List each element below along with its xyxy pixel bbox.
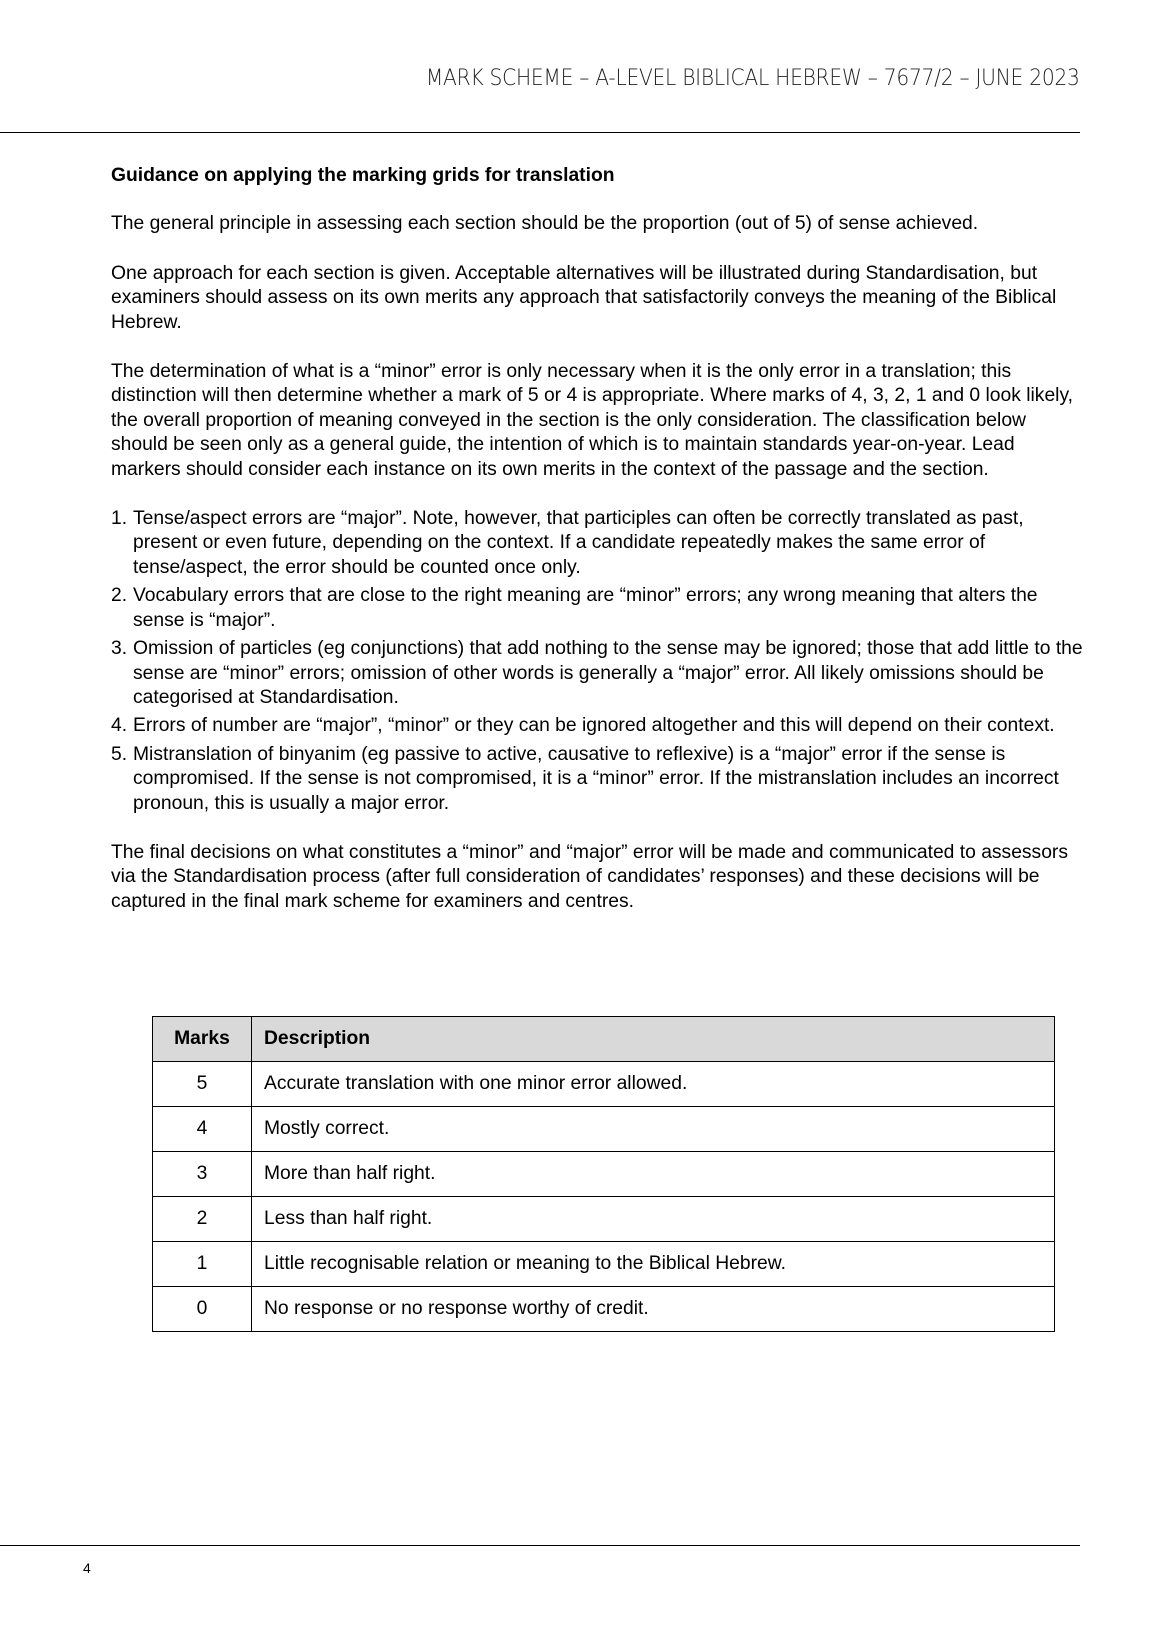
page-number: 4	[83, 1560, 91, 1576]
list-number: 2.	[111, 585, 128, 607]
table-row	[153, 1152, 1055, 1197]
header-rule	[0, 132, 1080, 133]
description-cell: Mostly correct.	[252, 1107, 1055, 1152]
list-item	[111, 743, 1086, 816]
table-row	[153, 1062, 1055, 1107]
table-row	[153, 1197, 1055, 1242]
mark-cell: 0	[153, 1287, 252, 1332]
marks-table	[152, 1016, 1055, 1332]
document-header: MARK SCHEME – A-LEVEL BIBLICAL HEBREW – 7677/2 – JUNE 2023	[426, 66, 1080, 91]
list-text: Errors of number are “major”, “minor” or they can be ignored altogether and this will depend on their context.	[133, 715, 1055, 737]
list-text: Mistranslation of binyanim (eg passive to active, causative to reflexive) is a “major” error if the sense is compromised. If the sense is not compromised, it is a “minor” error. If the mistranslation includes an incorrect pronoun, this is usually a major error.	[133, 743, 1059, 814]
main-content	[111, 164, 1086, 939]
list-number: 4.	[111, 715, 128, 737]
footer-rule	[0, 1545, 1080, 1546]
description-cell: No response or no response worthy of credit.	[252, 1287, 1055, 1332]
table-header-row	[153, 1017, 1055, 1062]
mark-cell: 4	[153, 1107, 252, 1152]
list-text: Omission of particles (eg conjunctions) that add nothing to the sense may be ignored; those that add little to the sense are “minor” errors; omission of other words is generally a “major” error. All likely omissions should be categorised at Standardisation.	[133, 638, 1083, 708]
table-row	[153, 1107, 1055, 1152]
list-item	[111, 507, 1086, 580]
paragraph: The general principle in assessing each section should be the proportion (out of 5) of sense achieved.	[111, 213, 979, 235]
mark-cell: 5	[153, 1062, 252, 1107]
description-cell: Accurate translation with one minor error allowed.	[252, 1062, 1055, 1107]
paragraph: The determination of what is a “minor” error is only necessary when it is the only error in a translation; this distinction will then determine whether a mark of 5 or 4 is appropriate. Where marks of 4, 3, 2, 1 and 0 look likely, the overall proportion of meaning conveyed in the section is the only consideration. The classification below should be seen only as a general guide, the intention of which is to maintain standards year-on-year. Lead markers should consider each instance on its own merits in the context of the passage and the section.	[111, 361, 1074, 480]
table-row	[153, 1287, 1055, 1332]
description-cell: Less than half right.	[252, 1197, 1055, 1242]
table-row	[153, 1242, 1055, 1287]
column-header-description: Description	[252, 1017, 1055, 1062]
list-number: 3.	[111, 638, 128, 660]
mark-cell: 3	[153, 1152, 252, 1197]
mark-cell: 2	[153, 1197, 252, 1242]
column-header-marks: Marks	[153, 1017, 252, 1062]
closing-paragraph: The final decisions on what constitutes a “minor” and “major” error will be made and communicated to assessors via the Standardisation process (after full consideration of candidates’ responses) and these decisions will be captured in the final mark scheme for examiners and centres.	[111, 841, 1068, 912]
list-number: 5.	[111, 743, 128, 765]
error-classification-list	[111, 507, 1086, 816]
mark-cell: 1	[153, 1242, 252, 1287]
description-cell: Little recognisable relation or meaning to the Biblical Hebrew.	[252, 1242, 1055, 1287]
list-text: Vocabulary errors that are close to the right meaning are “minor” errors; any wrong meaning that alters the sense is “major”.	[133, 585, 1038, 631]
list-text: Tense/aspect errors are “major”. Note, however, that participles can often be correctly translated as past, present or even future, depending on the context. If a candidate repeatedly makes the same error of tense/aspect, the error should be counted once only.	[133, 508, 1024, 578]
section-heading: Guidance on applying the marking grids for translation	[111, 165, 615, 186]
description-cell: More than half right.	[252, 1152, 1055, 1197]
list-item	[111, 584, 1086, 633]
list-item	[111, 637, 1086, 710]
paragraph: One approach for each section is given. Acceptable alternatives will be illustrated during Standardisation, but examiners should assess on its own merits any approach that satisfactorily conveys the meaning of the Biblical Hebrew.	[111, 262, 1057, 333]
list-number: 1.	[111, 508, 128, 530]
list-item	[111, 714, 1086, 738]
